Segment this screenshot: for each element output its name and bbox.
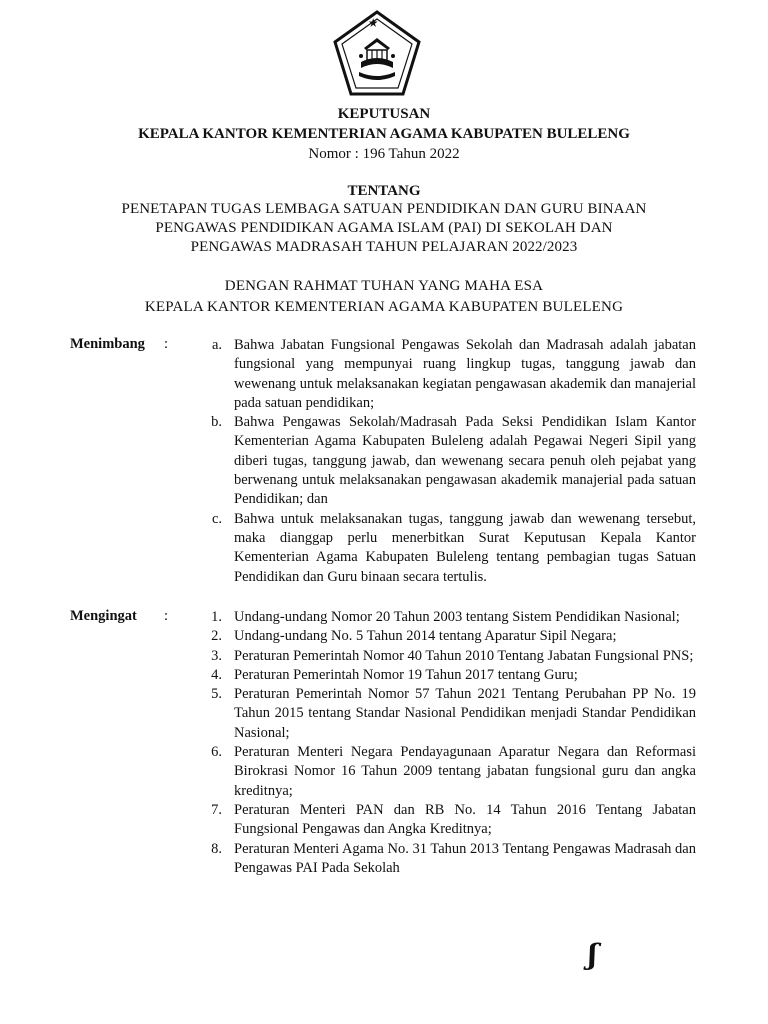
menimbang-list (200, 336, 696, 587)
item-text: Bahwa Pengawas Sekolah/Madrasah Pada Seksi Pendidikan Islam Kantor Kementerian Agama Kabupaten Buleleng adalah Pegawai Negeri Sipil yang diberi tugas, tanggung jawab, dan wewenang secara penuh oleh pejabat yang berwenang untuk melaksanakan pengawasan akademik manajerial pada satuan Pendidikan; dan (234, 414, 696, 508)
item-marker: c. (211, 510, 222, 527)
decree-title: KEPUTUSAN (337, 106, 431, 122)
subject-heading: TENTANG (347, 183, 421, 199)
mengingat-label: Mengingat (70, 608, 137, 624)
menimbang-label: Menimbang (70, 336, 145, 352)
item-marker: b. (211, 414, 222, 431)
ministry-emblem-icon (331, 8, 423, 100)
list-item (200, 840, 696, 879)
list-item (200, 336, 696, 413)
list-item (200, 743, 696, 801)
menimbang-colon: : (164, 336, 169, 352)
item-text: Peraturan Pemerintah Nomor 40 Tahun 2010 Tentang Jabatan Fungsional PNS; (234, 647, 694, 664)
list-item (200, 647, 696, 666)
preamble-line: DENGAN RAHMAT TUHAN YANG MAHA ESA (224, 278, 544, 294)
mengingat-colon: : (164, 608, 169, 624)
item-text: Peraturan Pemerintah Nomor 19 Tahun 2017 tentang Guru; (234, 666, 578, 683)
item-marker: a. (211, 337, 222, 353)
item-text: Undang-undang Nomor 20 Tahun 2003 tentang Sistem Pendidikan Nasional; (234, 609, 680, 625)
subject-line: PENGAWAS MADRASAH TAHUN PELAJARAN 2022/2023 (190, 239, 578, 255)
item-marker: 4. (211, 666, 222, 683)
list-item (200, 510, 696, 587)
list-item (200, 413, 696, 509)
mengingat-list (200, 608, 696, 878)
item-marker: 7. (211, 801, 222, 818)
subject-lines (0, 200, 768, 257)
item-text: Peraturan Menteri Negara Pendayagunaan Aparatur Negara dan Reformasi Birokrasi Nomor 16 Tahun 2009 tentang jabatan fungsional guru dan angka kreditnya; (234, 744, 696, 799)
issuer-title: KEPALA KANTOR KEMENTERIAN AGAMA KABUPATEN BULELENG (138, 126, 630, 142)
item-marker: 2. (211, 628, 222, 645)
item-marker: 5. (211, 686, 222, 703)
list-item (200, 666, 696, 685)
subject-line: PENETAPAN TUGAS LEMBAGA SATUAN PENDIDIKAN DAN GURU BINAAN (121, 201, 647, 217)
preamble (0, 276, 768, 318)
list-item (200, 685, 696, 743)
list-item (200, 801, 696, 840)
item-text: Bahwa Jabatan Fungsional Pengawas Sekolah dan Madrasah adalah jabatan fungsional yang mempunyai ruang lingkup tugas, tanggung jawab dan wewenang untuk melaksanakan kegiatan pengawasan akademik dan manajerial pada satuan pendidikan; (234, 337, 696, 411)
list-item (200, 627, 696, 646)
item-text: Peraturan Menteri Agama No. 31 Tahun 2013 Tentang Pengawas Madrasah dan Pengawas PAI Pada Sekolah (234, 840, 696, 876)
paraf-initial: ʃ (588, 938, 598, 971)
preamble-line: KEPALA KANTOR KEMENTERIAN AGAMA KABUPATEN BULELENG (144, 299, 624, 315)
item-text: Peraturan Menteri PAN dan RB No. 14 Tahun 2016 Tentang Jabatan Fungsional Pengawas dan Angka Kreditnya; (234, 801, 696, 838)
item-marker: 1. (211, 609, 222, 625)
list-item (200, 608, 696, 627)
item-marker: 8. (211, 840, 222, 857)
item-marker: 6. (211, 744, 222, 761)
subject-line: PENGAWAS PENDIDIKAN AGAMA ISLAM (PAI) DI SEKOLAH DAN (155, 220, 613, 236)
decree-number: Nomor : 196 Tahun 2022 (308, 146, 460, 162)
decree-header (0, 104, 768, 164)
item-text: Bahwa untuk melaksanakan tugas, tanggung jawab dan wewenang tersebut, maka dianggap perlu menerbitkan Surat Keputusan Kepala Kantor Kementerian Agama Kabupaten Buleleng tentang pembagian tugas Satuan Pendidikan dan Guru binaan secara tertulis. (234, 510, 696, 585)
item-marker: 3. (211, 647, 222, 664)
item-text: Peraturan Pemerintah Nomor 57 Tahun 2021 Tentang Perubahan PP No. 19 Tahun 2015 tentang Standar Nasional Pendidikan menjadi Standar Pendidikan Nasional; (234, 686, 696, 741)
item-text: Undang-undang No. 5 Tahun 2014 tentang Aparatur Sipil Negara; (234, 628, 617, 645)
